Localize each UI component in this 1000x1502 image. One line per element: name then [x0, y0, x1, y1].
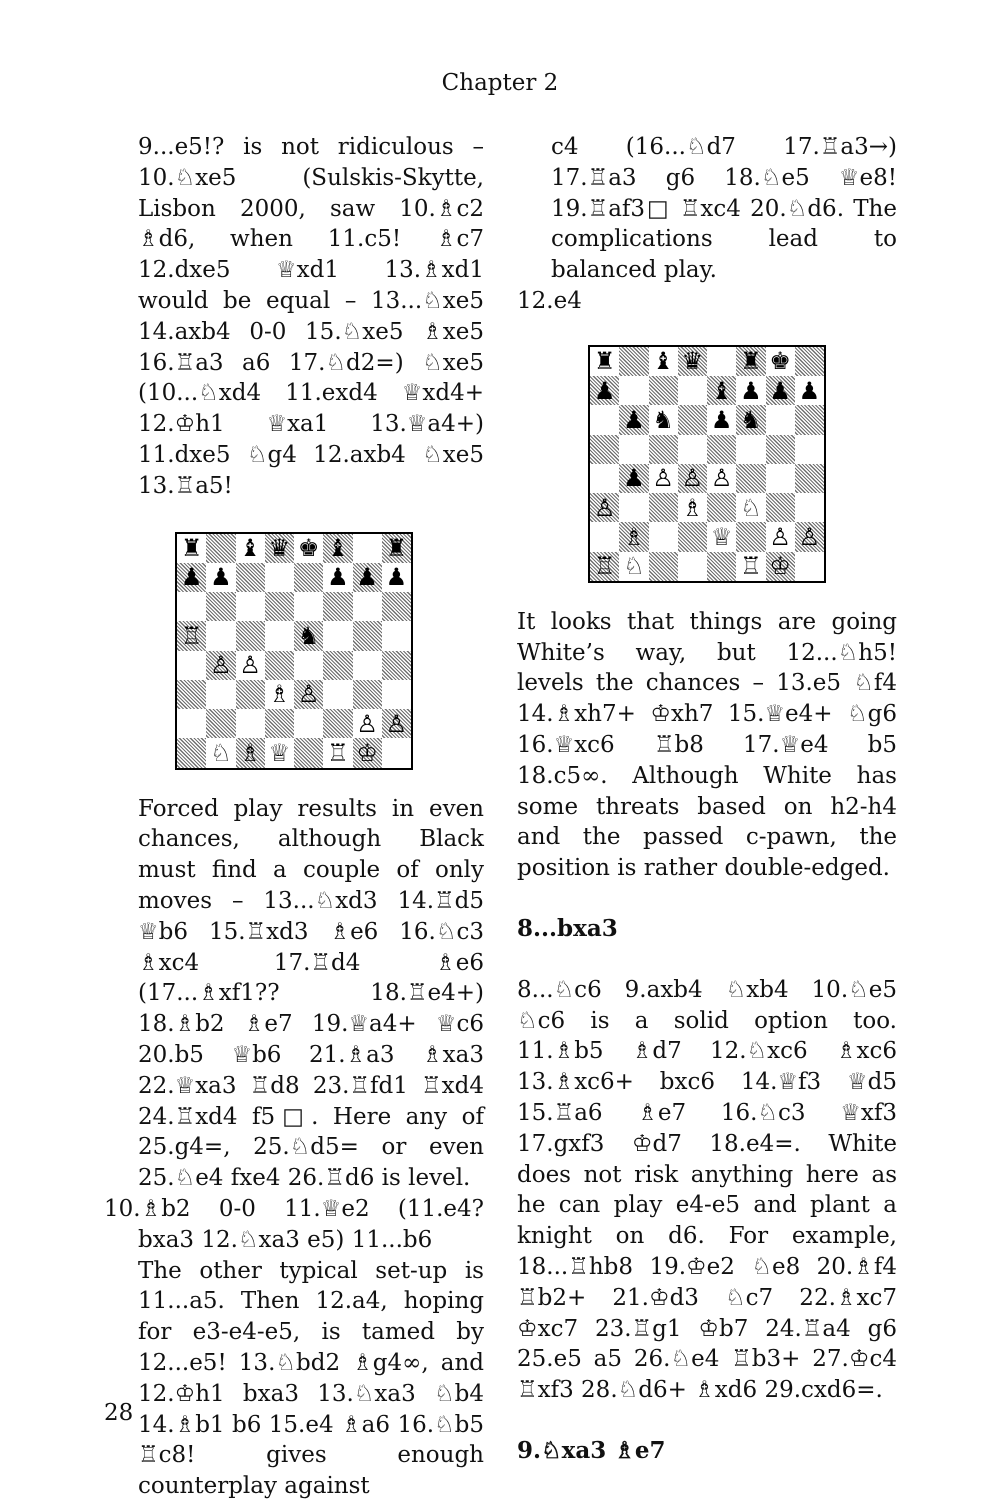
board-1-square [177, 592, 206, 621]
board-1-square [323, 621, 352, 650]
chess-piece-icon: ♟ [210, 563, 232, 592]
board-1-square [265, 651, 294, 680]
board-1-square [236, 621, 265, 650]
board-2-square [766, 435, 795, 464]
board-1-square [382, 738, 411, 767]
chess-piece-icon: ♟ [798, 376, 821, 405]
board-1-square [177, 563, 206, 592]
board-1-square [265, 709, 294, 738]
board-1-square [206, 680, 235, 709]
chess-piece-icon: ♗ [623, 522, 645, 551]
board-1-square [382, 709, 411, 738]
section-heading-2: 9.♘xa3 ♗e7 [517, 1436, 666, 1464]
board-1-square [236, 651, 265, 680]
board-2-square [619, 347, 648, 376]
board-1-square [236, 592, 265, 621]
chess-piece-icon: ♖ [740, 552, 762, 581]
chess-piece-icon: ♟ [740, 376, 762, 405]
board-2-square [766, 376, 795, 405]
right-paragraph-3: It looks that things are going White’s way, but 12...♘h5! levels the chances – 13.e5 ♘f4 14.♗xh7+ ♔xh7 15.♕e4+ ♘g6 16.♕xc6 ♖b8 17.♕e4 b5 18.c5∞. Although White has some threats based on h2-h4 and the passed c-pawn, the position is rather double-edged. [517, 608, 897, 882]
board-2-square [707, 435, 736, 464]
chess-piece-icon: ♝ [327, 534, 349, 563]
chess-piece-icon: ♖ [180, 621, 203, 650]
board-2-square [678, 493, 707, 522]
chess-piece-icon: ♞ [297, 621, 320, 650]
board-2-square [678, 552, 707, 581]
chapter-header: Chapter 2 [441, 70, 559, 96]
board-2-square [649, 435, 678, 464]
chess-piece-icon: ♗ [681, 493, 704, 522]
board-1-square [382, 680, 411, 709]
board-2-square [678, 376, 707, 405]
chess-piece-icon: ♙ [593, 493, 616, 522]
board-1-square [206, 738, 235, 767]
board-1-square [206, 709, 235, 738]
board-2-square [795, 376, 824, 405]
chess-board-2 [588, 345, 826, 583]
board-2-square [619, 376, 648, 405]
board-2-square [736, 435, 765, 464]
board-1-square [323, 592, 352, 621]
board-2-square [590, 376, 619, 405]
board-2-square [619, 464, 648, 493]
board-1-square [206, 534, 235, 563]
board-1-square [236, 534, 265, 563]
board-2-square [590, 435, 619, 464]
board-2-square [590, 493, 619, 522]
board-1-square [294, 738, 323, 767]
chess-piece-icon: ♞ [652, 405, 674, 434]
board-2-square [619, 552, 648, 581]
board-1-square [177, 621, 206, 650]
chess-piece-icon: ♘ [210, 738, 232, 767]
chess-piece-icon: ♜ [740, 347, 762, 376]
board-1-square [206, 621, 235, 650]
board-2-square [766, 347, 795, 376]
board-2-square [619, 493, 648, 522]
board-1-square [294, 534, 323, 563]
board-1-square [353, 651, 382, 680]
board-1-wrap [104, 532, 484, 770]
board-2-square [707, 376, 736, 405]
left-column [104, 132, 484, 1502]
board-2-square [795, 464, 824, 493]
board-2-square [678, 347, 707, 376]
board-1-square [353, 738, 382, 767]
board-2-square [590, 552, 619, 581]
board-1-square [177, 738, 206, 767]
board-1-square [265, 592, 294, 621]
chess-piece-icon: ♟ [710, 405, 733, 434]
chess-piece-icon: ♝ [652, 347, 674, 376]
chess-piece-icon: ♚ [297, 534, 320, 563]
chess-piece-icon: ♜ [385, 534, 408, 563]
board-2-square [649, 405, 678, 434]
chess-piece-icon: ♟ [180, 563, 203, 592]
left-paragraph-4: The other typical set-up is 11...a5. Then 12.a4, hoping for e3-e4-e5, is tamed by 12...e5! 13.♘bd2 ♗g4∞, and 12.♔h1 bxa3 13.♘xa3 ♘b4 14.♗b1 b6 15.e4 ♗a6 16.♘b5 ♖c8! gives enough counterplay against [138, 1257, 484, 1500]
board-2-square [766, 464, 795, 493]
board-2-square [766, 522, 795, 551]
board-2-square [649, 552, 678, 581]
chess-piece-icon: ♕ [268, 738, 291, 767]
board-1-square [353, 534, 382, 563]
board-1-square [382, 592, 411, 621]
board-2-square [736, 376, 765, 405]
right-paragraph-2: 12.e4 [517, 287, 582, 314]
board-1-square [177, 680, 206, 709]
board-1-square [265, 534, 294, 563]
chess-piece-icon: ♘ [740, 493, 762, 522]
chess-piece-icon: ♛ [681, 347, 704, 376]
board-1-square [265, 738, 294, 767]
board-1-square [323, 738, 352, 767]
board-1-square [382, 563, 411, 592]
board-2-square [707, 464, 736, 493]
board-1-square [236, 680, 265, 709]
board-2-square [795, 435, 824, 464]
board-2-square [795, 522, 824, 551]
left-paragraph-2: Forced play results in even chances, although Black must find a couple of only moves – 13...♘xd3 14.♖d5 ♕b6 15.♖xd3 ♗e6 16.♘c3 ♗xc4 17.♖d4 ♗e6 (17...♗xf1?? 18.♖e4+) 18.♗b2 ♗e7 19.♕a4+ ♕c6 20.b5 ♕b6 21.♗a3 ♗xa3 22.♕xa3 ♖d8 23.♖fd1 ♖xd4 24.♖xd4 f5□. Here any of 25.g4=, 25.♘d5= or even 25.♘e4 fxe4 26.♖d6 is level. [138, 795, 484, 1192]
board-2-square [707, 522, 736, 551]
board-1-square [294, 709, 323, 738]
board-2-square [678, 522, 707, 551]
chess-piece-icon: ♗ [268, 680, 291, 709]
board-1-square [294, 592, 323, 621]
board-1-square [294, 680, 323, 709]
board-2-square [678, 405, 707, 434]
board-2-square [649, 376, 678, 405]
board-1-square [323, 680, 352, 709]
board-2-square [795, 552, 824, 581]
board-1-square [177, 709, 206, 738]
board-1-square [206, 592, 235, 621]
board-2-square [707, 493, 736, 522]
chess-piece-icon: ♙ [710, 464, 733, 493]
chess-piece-icon: ♟ [356, 563, 378, 592]
right-paragraph-4: 8...♘c6 9.axb4 ♘xb4 10.♘e5 ♘c6 is a solid option too. 11.♗b5 ♗d7 12.♘xc6 ♗xc6 13.♗xc6+ bxc6 14.♕f3 ♕d5 15.♖a6 ♗e7 16.♘c3 ♕xf3 17.gxf3 ♔d7 18.e4=. White does not risk anything here as he can play e4-e5 and plant a knight on d6. For example, 18...♖hb8 19.♔e2 ♘e8 20.♗f4 ♖b2+ 21.♔d3 ♘c7 22.♗xc7 ♔xc7 23.♖g1 ♔b7 24.♖a4 g6 25.e5 a5 26.♘e4 ♖b3+ 27.♔c4 ♖xf3 28.♘d6+ ♗xd6 29.cxd6=. [517, 976, 897, 1404]
board-1-square [236, 709, 265, 738]
board-2-square [619, 435, 648, 464]
board-2-square [736, 464, 765, 493]
board-2-square [649, 347, 678, 376]
chess-piece-icon: ♜ [593, 347, 616, 376]
chess-piece-icon: ♖ [593, 552, 616, 581]
right-column [517, 132, 897, 1467]
chess-piece-icon: ♙ [297, 680, 320, 709]
right-paragraph-1: c4 (16...♘d7 17.♖a3→) 17.♖a3 g6 18.♘e5 ♕e8! 19.♖af3□ ♖xc4 20.♘d6. The complications lead to balanced play. [551, 134, 897, 284]
chess-piece-icon: ♙ [652, 464, 674, 493]
board-2-wrap [517, 345, 897, 583]
chess-piece-icon: ♟ [769, 376, 791, 405]
board-2-square [736, 493, 765, 522]
board-2-square [736, 522, 765, 551]
board-2-square [795, 405, 824, 434]
board-2-square [678, 435, 707, 464]
board-1-square [236, 738, 265, 767]
board-1-square [206, 651, 235, 680]
chess-piece-icon: ♙ [239, 651, 261, 680]
board-2-square [795, 493, 824, 522]
board-2-square [619, 405, 648, 434]
board-1-square [382, 534, 411, 563]
chess-piece-icon: ♔ [769, 552, 791, 581]
board-1-square [177, 534, 206, 563]
chess-piece-icon: ♟ [593, 376, 616, 405]
board-1-square [294, 621, 323, 650]
board-2-square [766, 552, 795, 581]
chess-piece-icon: ♝ [239, 534, 261, 563]
chess-piece-icon: ♙ [798, 522, 821, 551]
page-number: 28 [104, 1400, 134, 1426]
chess-piece-icon: ♙ [769, 522, 791, 551]
chess-piece-icon: ♜ [180, 534, 203, 563]
section-heading-1: 8...bxa3 [517, 914, 618, 942]
board-2-square [707, 347, 736, 376]
board-2-square [590, 347, 619, 376]
board-2-square [649, 464, 678, 493]
chess-piece-icon: ♙ [356, 709, 378, 738]
board-1-square [294, 651, 323, 680]
board-1-square [382, 621, 411, 650]
chess-piece-icon: ♟ [623, 405, 645, 434]
chess-piece-icon: ♟ [385, 563, 408, 592]
board-2-square [766, 493, 795, 522]
board-2-square [590, 405, 619, 434]
board-1-square [323, 563, 352, 592]
chess-piece-icon: ♙ [385, 709, 408, 738]
chess-piece-icon: ♟ [623, 464, 645, 493]
chess-piece-icon: ♘ [623, 552, 645, 581]
board-2-square [649, 522, 678, 551]
board-2-square [590, 522, 619, 551]
board-1-square [353, 709, 382, 738]
board-2-square [736, 347, 765, 376]
board-1-square [353, 680, 382, 709]
board-1-square [323, 534, 352, 563]
board-1-square [236, 563, 265, 592]
chess-piece-icon: ♗ [239, 738, 261, 767]
board-2-square [619, 522, 648, 551]
chess-piece-icon: ♚ [769, 347, 791, 376]
chess-piece-icon: ♙ [681, 464, 704, 493]
board-1-square [265, 563, 294, 592]
chess-piece-icon: ♛ [268, 534, 291, 563]
left-paragraph-3: 10.♗b2 0-0 11.♕e2 (11.e4? bxa3 12.♘xa3 e5) 11...b6 [104, 1195, 484, 1253]
board-2-square [736, 552, 765, 581]
board-1-square [294, 563, 323, 592]
chess-piece-icon: ♔ [356, 738, 378, 767]
board-2-square [795, 347, 824, 376]
board-2-square [649, 493, 678, 522]
chess-piece-icon: ♖ [327, 738, 349, 767]
chess-piece-icon: ♕ [710, 522, 733, 551]
board-1-square [353, 592, 382, 621]
board-1-square [265, 680, 294, 709]
chess-piece-icon: ♟ [327, 563, 349, 592]
left-paragraph-1: 9...e5!? is not ridiculous – 10.♘xe5 (Sulskis-Skytte, Lisbon 2000, saw 10.♗c2 ♗d6, when 11.c5! ♗c7 12.dxe5 ♕xd1 13.♗xd1 would be equal – 13...♘xe5 14.axb4 0-0 15.♘xe5 ♗xe5 16.♖a3 a6 17.♘d2=) ♘xe5 (10...♘xd4 11.exd4 ♕xd4+ 12.♔h1 ♕xa1 13.♕a4+) 11.dxe5 ♘g4 12.axb4 ♘xe5 13.♖a5! [138, 134, 484, 499]
chess-piece-icon: ♙ [210, 651, 232, 680]
board-1-square [323, 651, 352, 680]
board-1-square [382, 651, 411, 680]
board-1-square [323, 709, 352, 738]
chess-board-1 [175, 532, 413, 770]
board-1-square [265, 621, 294, 650]
board-1-square [177, 651, 206, 680]
board-2-square [707, 552, 736, 581]
board-1-square [206, 563, 235, 592]
chess-piece-icon: ♝ [710, 376, 733, 405]
board-2-square [590, 464, 619, 493]
board-2-square [736, 405, 765, 434]
board-1-square [353, 621, 382, 650]
board-1-square [353, 563, 382, 592]
board-2-square [766, 405, 795, 434]
board-2-square [707, 405, 736, 434]
chess-piece-icon: ♞ [740, 405, 762, 434]
board-2-square [678, 464, 707, 493]
